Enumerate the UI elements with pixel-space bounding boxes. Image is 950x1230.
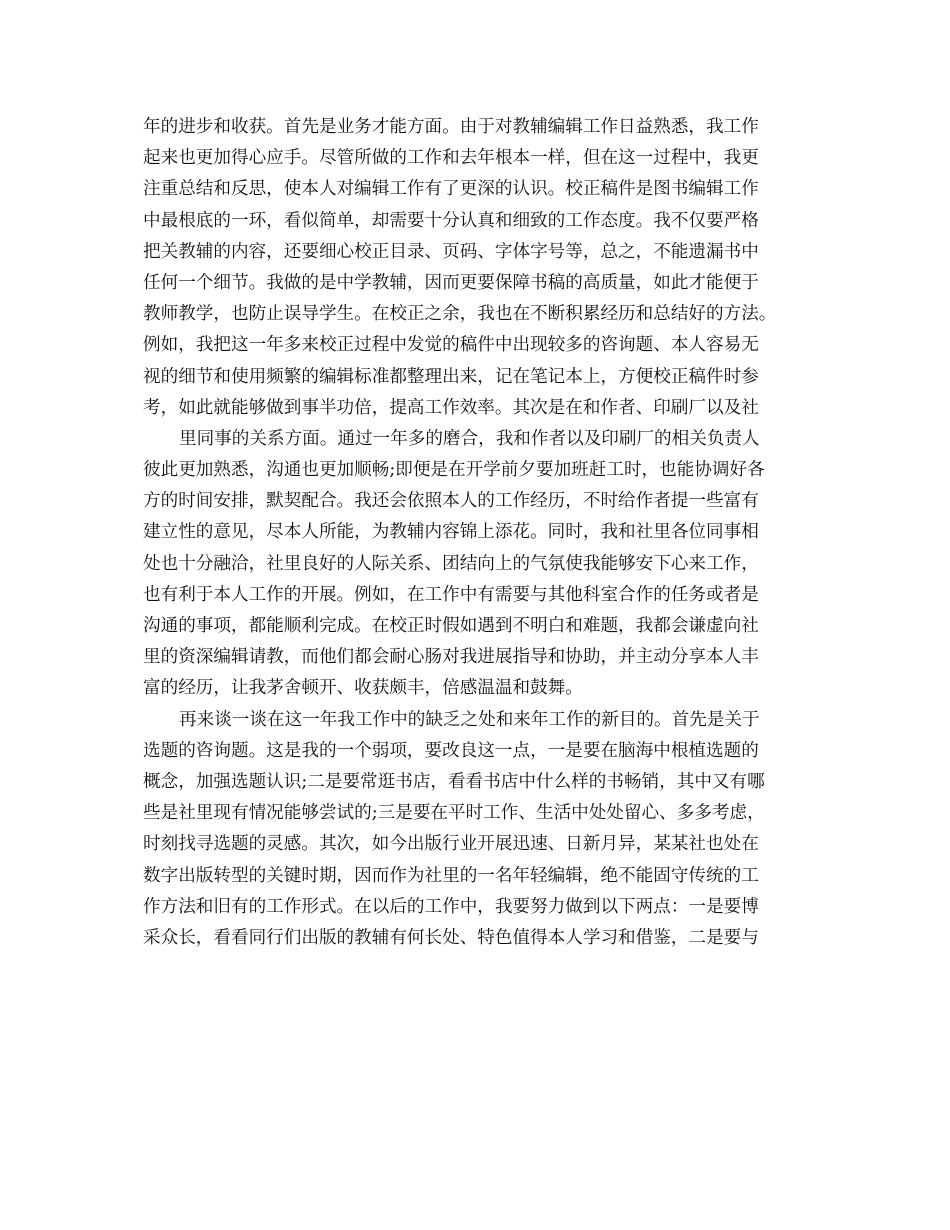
text-line: 把关教辅的内容，还要细心校正目录、页码、字体字号等，总之，不能遗漏书中 bbox=[143, 241, 759, 262]
text-line: 沟通的事项，都能顺利完成。在校正时假如遇到不明白和难题，我都会谦虚向社 bbox=[143, 616, 759, 636]
text-line: 选题的咨询题。这是我的一个弱项，要改良这一点，一是要在脑海中根植选题的 bbox=[143, 740, 759, 761]
paragraph-first-line: 里同事的关系方面。通过一年多的磨合，我和作者以及印刷厂的相关负责人 bbox=[179, 428, 760, 449]
text-line: 彼此更加熟悉，沟通也更加顺畅;即便是在开学前夕要加班赶工时，也能协调好各 bbox=[143, 460, 765, 481]
body-text bbox=[143, 112, 808, 954]
paragraph-first-line: 再来谈一谈在这一年我工作中的缺乏之处和来年工作的新目的。首先是关于 bbox=[179, 709, 760, 730]
text-line: 处也十分融洽，社里良好的人际关系、团结向上的气氛使我能够安下心来工作， bbox=[143, 553, 759, 574]
text-line: 例如，我把这一年多来校正过程中发觉的稿件中出现较多的咨询题、本人容易无 bbox=[143, 335, 759, 356]
text-line: 些是社里现有情况能够尝试的;三是要在平时工作、生活中处处留心、多多考虑， bbox=[143, 803, 765, 824]
text-line: 采众长，看看同行们出版的教辅有何长处、特色值得本人学习和借鉴，二是要与 bbox=[143, 927, 759, 948]
text-line: 里的资深编辑请教，而他们都会耐心肠对我进展指导和协助，并主动分享本人丰 bbox=[143, 647, 759, 668]
text-line: 起来也更加得心应手。尽管所做的工作和去年根本一样，但在这一过程中，我更 bbox=[143, 148, 759, 169]
text-line: 方的时间安排，默契配合。我还会依照本人的工作经历，不时给作者提一些富有 bbox=[143, 491, 759, 512]
text-line: 注重总结和反思，使本人对编辑工作有了更深的认识。校正稿件是图书编辑工作 bbox=[143, 179, 759, 200]
text-line: 作方法和旧有的工作形式。在以后的工作中，我要努力做到以下两点：一是要博 bbox=[143, 896, 759, 917]
text-line: 也有利于本人工作的开展。例如，在工作中有需要与其他科室合作的任务或者是 bbox=[143, 584, 759, 605]
text-line: 建立性的意见，尽本人所能，为教辅内容锦上添花。同时，我和社里各位同事相 bbox=[143, 522, 759, 543]
text-line: 视的细节和使用频繁的编辑标准都整理出来，记在笔记本上，方便校正稿件时参 bbox=[143, 366, 759, 387]
text-line: 数字出版转型的关键时期，因而作为社里的一名年轻编辑，绝不能固守传统的工 bbox=[143, 865, 759, 886]
text-line: 教师教学，也防止误导学生。在校正之余，我也在不断积累经历和总结好的方法。 bbox=[143, 304, 777, 325]
text-line: 时刻找寻选题的灵感。其次，如今出版行业开展迅速、日新月异，某某社也处在 bbox=[143, 834, 759, 855]
text-line: 中最根底的一环，看似简单，却需要十分认真和细致的工作态度。我不仅要严格 bbox=[143, 210, 759, 231]
text-line: 考，如此就能够做到事半功倍，提高工作效率。其次是在和作者、印刷厂以及社 bbox=[143, 397, 759, 418]
text-line: 年的进步和收获。首先是业务才能方面。由于对教辅编辑工作日益熟悉，我工作 bbox=[143, 117, 759, 137]
text-line: 任何一个细节。我做的是中学教辅，因而更要保障书稿的高质量，如此才能便于 bbox=[143, 272, 759, 293]
text-line: 富的经历，让我茅舍顿开、收获颇丰，倍感温温和鼓舞。 bbox=[143, 678, 583, 699]
text-line: 概念，加强选题认识;二是要常逛书店，看看书店中什么样的书畅销，其中又有哪 bbox=[143, 771, 765, 792]
